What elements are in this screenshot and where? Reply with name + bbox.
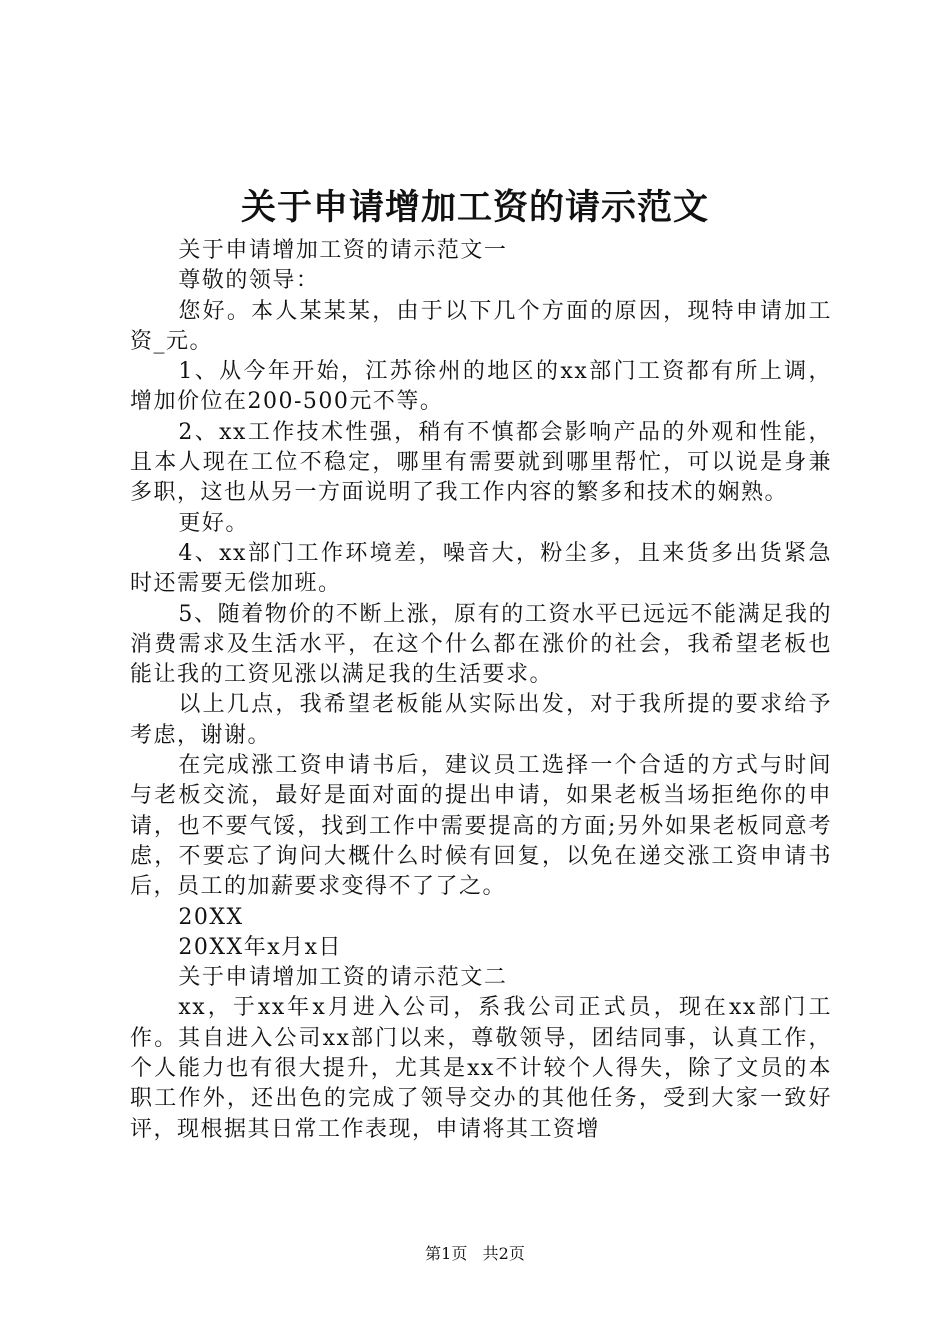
paragraph: 关于申请增加工资的请示范文一	[178, 238, 508, 263]
paragraph: 关于申请增加工资的请示范文二	[178, 965, 508, 991]
page-footer	[0, 1242, 950, 1266]
paragraph: 更好。	[178, 510, 249, 536]
paragraph: 以上几点，我希望老板能从实际出发，对于我所提的要求给予考虑，谢谢。	[130, 692, 832, 748]
page-total: 共2页	[482, 1244, 525, 1263]
paragraph: 在完成涨工资申请书后，建议员工选择一个合适的方式与时间与老板交流，最好是面对面的提出申请，如果老板当场拒绝你的申请，也不要气馁，找到工作中需要提高的方面;另外如果老板同意考虑，不要忘了询问大概什么时候有回复，以免在递交涨工资申请书后，员工的加薪要求变得不了了之。	[130, 753, 832, 900]
paragraph: 2、xx工作技术性强，稍有不慎都会影响产品的外观和性能，且本人现在工位不稳定，哪里有需要就到哪里帮忙，可以说是身兼多职，这也从另一方面说明了我工作内容的繁多和技术的娴熟。	[130, 419, 832, 506]
page-number: 第1页	[425, 1244, 468, 1263]
paragraph: 20XX	[178, 904, 244, 930]
paragraph: 您好。本人某某某，由于以下几个方面的原因，现特申请加工资_元。	[130, 298, 832, 354]
document-title: 关于申请增加工资的请示范文	[240, 187, 709, 228]
paragraph: 尊敬的领导：	[178, 268, 320, 294]
paragraph: xx，于xx年x月进入公司，系我公司正式员，现在xx部门工作。其自进入公司xx部门以来，尊敬领导，团结同事，认真工作，个人能力也有很大提升，尤其是xx不计较个人得失，除了文员的本职工作外，还出色的完成了领导交办的其他任务，受到大家一致好评，现根据其日常工作表现，申请将其工资增	[130, 995, 832, 1142]
document-body	[130, 236, 832, 1145]
paragraph: 1、从今年开始，江苏徐州的地区的xx部门工资都有所上调，增加价位在200-500元不等。	[130, 359, 832, 415]
paragraph: 4、xx部门工作环境差，噪音大，粉尘多，且来货多出货紧急时还需要无偿加班。	[130, 540, 832, 597]
paragraph: 20XX年x月x日	[178, 934, 343, 960]
paragraph: 5、随着物价的不断上涨，原有的工资水平已远远不能满足我的消费需求及生活水平，在这个什么都在涨价的社会，我希望老板也能让我的工资见涨以满足我的生活要求。	[130, 601, 832, 688]
